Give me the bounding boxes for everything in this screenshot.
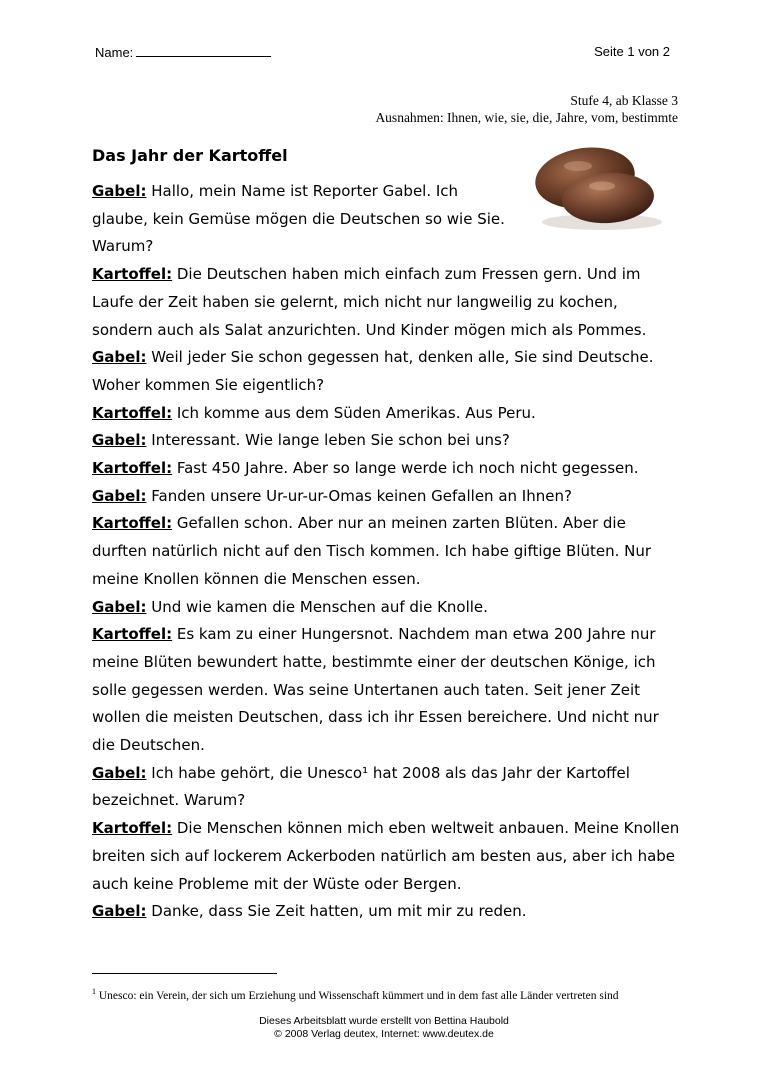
footnote-divider bbox=[92, 973, 277, 974]
speaker-label: Kartoffel: bbox=[92, 459, 173, 478]
page-footer bbox=[0, 1015, 768, 1041]
dialog-text: Interessant. Wie lange leben Sie schon bei uns? bbox=[146, 431, 510, 450]
speaker-label: Gabel: bbox=[92, 348, 147, 367]
dialog-text: Danke, dass Sie Zeit hatten, um mit mir zu reden. bbox=[146, 902, 527, 921]
dialog-text: Hallo, mein Name ist Reporter Gabel. Ich bbox=[146, 182, 459, 200]
name-blank-line bbox=[136, 44, 271, 57]
name-label: Name: bbox=[95, 45, 134, 60]
dialog-text: Gefallen schon. Aber nur an meinen zarten Blüten. Aber die durften natürlich nicht auf den Tisch kommen. Ich habe giftige Blüten. Nur meine Knollen können die Menschen essen. bbox=[92, 514, 652, 588]
dialog-line bbox=[92, 621, 682, 760]
dialog bbox=[92, 178, 682, 926]
footnote-mark: 1 bbox=[92, 987, 96, 996]
footer-author: Dieses Arbeitsblatt wurde erstellt von Bettina Haubold bbox=[259, 1015, 509, 1027]
dialog-text: Die Deutschen haben mich einfach zum Fressen gern. Und im Laufe der Zeit haben sie gelernt, mich nicht nur langweilig zu kochen, sondern auch als Salat anzurichten. Und Kinder mögen mich als Pommes. bbox=[92, 265, 647, 339]
speaker-label: Kartoffel: bbox=[92, 403, 173, 422]
dialog-text: Fast 450 Jahre. Aber so lange werde ich noch nicht gegessen. bbox=[172, 459, 639, 478]
exceptions-line: Ausnahmen: Ihnen, wie, sie, die, Jahre, vom, bestimmte bbox=[375, 110, 678, 125]
dialog-line bbox=[92, 178, 682, 261]
speaker-label: Gabel: bbox=[92, 902, 147, 921]
dialog-line bbox=[92, 815, 682, 898]
dialog-text: Fanden unsere Ur-ur-ur-Omas keinen Gefallen an Ihnen? bbox=[146, 486, 572, 505]
dialog-line bbox=[92, 427, 682, 455]
speaker-label: Kartoffel: bbox=[92, 265, 173, 284]
dialog-text: Weil jeder Sie schon gegessen hat, denken alle, Sie sind Deutsche. Woher kommen Sie eigentlich? bbox=[92, 348, 654, 394]
speaker-label: Gabel: bbox=[92, 182, 147, 200]
dialog-text: glaube, kein Gemüse mögen die Deutschen so wie Sie. bbox=[92, 209, 505, 228]
dialog-line bbox=[92, 760, 682, 815]
level-line: Stufe 4, ab Klasse 3 bbox=[570, 93, 678, 108]
level-info bbox=[375, 92, 678, 126]
dialog-line bbox=[92, 455, 682, 483]
dialog-text: Es kam zu einer Hungersnot. Nachdem man etwa 200 Jahre nur meine Blüten bewundert hatte, bestimmte einer der deutschen Könige, ich solle gegessen werden. Was seine Untertanen auch taten. Seit jener Zeit wollen die meisten Deutschen, dass ich ihr Essen bereichere. Und nicht nur die Deutschen. bbox=[92, 625, 659, 755]
dialog-line bbox=[92, 483, 682, 511]
speaker-label: Kartoffel: bbox=[92, 819, 173, 838]
dialog-line bbox=[92, 510, 682, 593]
page-indicator: Seite 1 von 2 bbox=[594, 44, 670, 59]
name-field bbox=[95, 44, 271, 60]
footer-copyright: © 2008 Verlag deutex, Internet: www.deutex.de bbox=[274, 1028, 494, 1040]
dialog-text: Ich komme aus dem Süden Amerikas. Aus Peru. bbox=[172, 403, 536, 422]
dialog-text: Und wie kamen die Menschen auf die Knolle. bbox=[146, 597, 488, 616]
dialog-text: Die Menschen können mich eben weltweit anbauen. Meine Knollen breiten sich auf lockerem Ackerboden natürlich am besten aus, aber ich habe auch keine Probleme mit der Wüste oder Bergen. bbox=[92, 819, 680, 893]
speaker-label: Gabel: bbox=[92, 431, 147, 450]
dialog-line bbox=[92, 344, 682, 399]
dialog-text: Warum? bbox=[92, 237, 154, 256]
dialog-line bbox=[92, 261, 682, 344]
footnote bbox=[92, 984, 672, 1004]
dialog-line bbox=[92, 400, 682, 428]
speaker-label: Kartoffel: bbox=[92, 514, 173, 533]
speaker-label: Gabel: bbox=[92, 486, 147, 505]
speaker-label: Gabel: bbox=[92, 763, 147, 782]
dialog-line bbox=[92, 898, 682, 926]
dialog-text: Ich habe gehört, die Unesco¹ hat 2008 als das Jahr der Kartoffel bezeichnet. Warum? bbox=[92, 763, 630, 810]
footnote-text: Unesco: ein Verein, der sich um Erziehung und Wissenschaft kümmert und in dem fast alle Länder vertreten sind bbox=[96, 989, 619, 1002]
page-title: Das Jahr der Kartoffel bbox=[92, 146, 288, 165]
speaker-label: Kartoffel: bbox=[92, 625, 173, 644]
speaker-label: Gabel: bbox=[92, 597, 147, 616]
dialog-line bbox=[92, 594, 682, 622]
